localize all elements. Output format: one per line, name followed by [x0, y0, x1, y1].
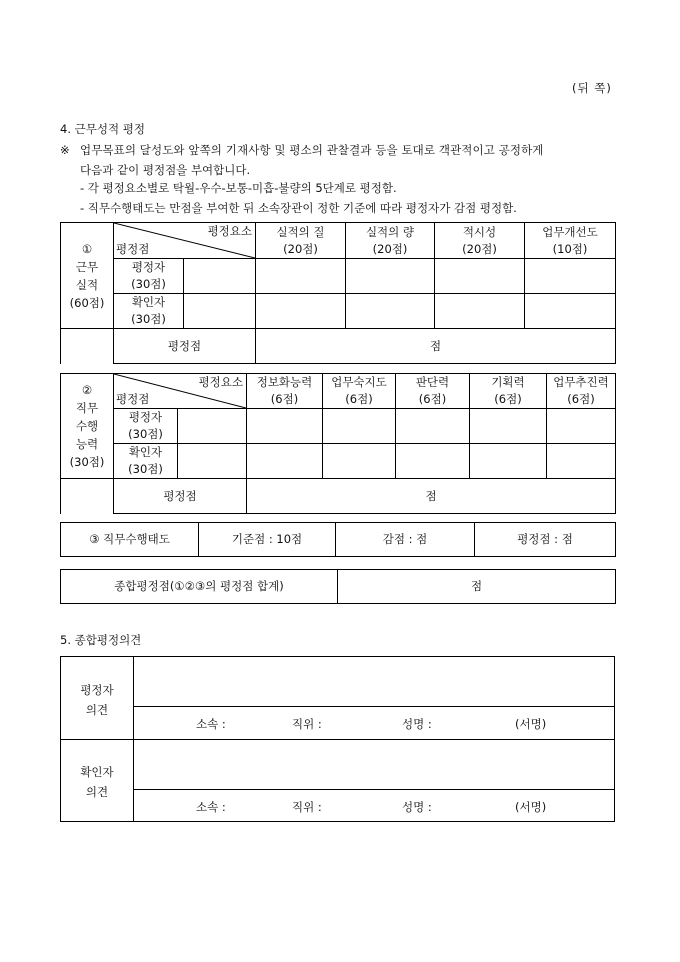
- rater-improvement-cell[interactable]: [525, 259, 616, 294]
- confirmer-label: 확인자 (30점): [114, 444, 178, 479]
- rater-planning-cell[interactable]: [470, 409, 547, 444]
- confirmer-planning-cell[interactable]: [470, 444, 547, 479]
- total-score-value[interactable]: 점: [338, 570, 616, 604]
- confirmer-opinion-input[interactable]: [134, 740, 614, 790]
- rater-total-cell[interactable]: [178, 409, 247, 444]
- col-header-planning: [470, 374, 547, 409]
- bullet-attitude: - 직무수행태도는 만점을 부여한 뒤 소속장관이 정한 기준에 따라 평정자가 감점 평정함.: [80, 201, 517, 215]
- note-mark: ※: [60, 143, 70, 157]
- rater-opinion-input[interactable]: [134, 657, 614, 707]
- job-attitude-table: [60, 522, 616, 557]
- col-name: 업무추진력: [553, 375, 609, 389]
- col-score: (20점): [283, 241, 318, 256]
- total-score-label: 종합평정점(①②③의 평정점 합계): [61, 570, 338, 604]
- confirmer-judgment-cell[interactable]: [396, 444, 470, 479]
- rater-total-cell[interactable]: [184, 259, 256, 294]
- col-header-judgment: [396, 374, 470, 409]
- col-score: (6점): [494, 392, 522, 406]
- rater-opinion-area: [133, 657, 614, 739]
- attitude-label: ③ 직무수행태도: [61, 523, 199, 557]
- work-performance-group-label: ① 근무 실적 (60점): [61, 223, 114, 329]
- score-value[interactable]: 점: [247, 479, 616, 514]
- rater-drive-cell[interactable]: [547, 409, 616, 444]
- col-header-job-knowledge: [323, 374, 396, 409]
- col-name: 적시성: [462, 224, 497, 239]
- col-score: (6점): [567, 392, 595, 406]
- confirmer-job-knowledge-cell[interactable]: [323, 444, 396, 479]
- rater-opinion-label: 평정자 의견: [80, 683, 114, 717]
- confirmer-quality-cell[interactable]: [256, 294, 346, 329]
- col-header-quantity: [346, 223, 435, 259]
- section4-title: 4. 근무성적 평정: [60, 122, 145, 136]
- confirmer-name: 성명 :: [402, 800, 432, 814]
- confirmer-opinion-label: 확인자 의견: [80, 765, 114, 799]
- score-label: 평정점: [114, 479, 247, 514]
- attitude-base-score: 기준점 : 10점: [199, 523, 336, 557]
- back-side-label: (뒤 쪽): [572, 81, 612, 95]
- col-name: 실적의 질: [276, 224, 325, 239]
- rater-quality-cell[interactable]: [256, 259, 346, 294]
- rater-job-knowledge-cell[interactable]: [323, 409, 396, 444]
- confirmer-opinion-area: [133, 740, 614, 822]
- diag-label-element: 평정요소: [207, 224, 252, 238]
- confirmer-drive-cell[interactable]: [547, 444, 616, 479]
- diagonal-header-cell: [114, 374, 247, 409]
- col-header-drive: [547, 374, 616, 409]
- col-name: 실적의 량: [365, 224, 415, 239]
- job-ability-table: [60, 373, 616, 514]
- col-header-it-skill: [247, 374, 323, 409]
- col-name: 업무숙지도: [331, 375, 387, 389]
- col-name: 정보화능력: [256, 375, 313, 389]
- confirmer-total-cell[interactable]: [178, 444, 247, 479]
- rater-name: 성명 :: [402, 717, 432, 731]
- attitude-score[interactable]: 평정점 : 점: [475, 523, 616, 557]
- diag-label-score: 평정점: [116, 242, 150, 256]
- rater-quantity-cell[interactable]: [346, 259, 435, 294]
- attitude-deduction[interactable]: 감점 : 점: [336, 523, 475, 557]
- col-name: 판단력: [415, 375, 450, 389]
- col-score: (6점): [418, 392, 447, 406]
- confirmer-affiliation: 소속 :: [196, 800, 226, 814]
- overall-opinion-box: [60, 656, 615, 822]
- spacer-cell: [61, 479, 114, 514]
- confirmer-quantity-cell[interactable]: [346, 294, 435, 329]
- score-value[interactable]: 점: [256, 329, 616, 364]
- confirmer-timeliness-cell[interactable]: [435, 294, 525, 329]
- rater-judgment-cell[interactable]: [396, 409, 470, 444]
- diag-label-element: 평정요소: [198, 375, 243, 389]
- diagonal-header-cell: [114, 223, 256, 259]
- col-score: (20점): [462, 241, 497, 256]
- rater-timeliness-cell[interactable]: [435, 259, 525, 294]
- col-name: 기획력: [491, 375, 525, 389]
- col-header-quality: [256, 223, 346, 259]
- diag-label-score: 평정점: [116, 392, 150, 406]
- confirmer-total-cell[interactable]: [184, 294, 256, 329]
- rater-sign[interactable]: (서명): [515, 717, 547, 731]
- job-ability-group-label: ② 직무 수행 능력 (30점): [61, 374, 114, 479]
- section5-title: 5. 종합평정의견: [60, 633, 142, 647]
- rater-affiliation: 소속 :: [196, 717, 226, 731]
- total-score-table: [60, 569, 616, 604]
- rater-label: 평정자 (30점): [114, 409, 178, 444]
- confirmer-improvement-cell[interactable]: [525, 294, 616, 329]
- rater-label: 평정자 (30점): [114, 259, 184, 294]
- work-performance-table: [60, 222, 616, 364]
- col-score: (6점): [270, 392, 299, 406]
- col-name: 업무개선도: [542, 224, 598, 239]
- col-score: (20점): [372, 241, 408, 256]
- confirmer-label: 확인자 (30점): [114, 294, 184, 329]
- col-header-improvement: [525, 223, 616, 259]
- col-header-timeliness: [435, 223, 525, 259]
- confirmer-sign[interactable]: (서명): [515, 800, 547, 814]
- confirmer-it-skill-cell[interactable]: [247, 444, 323, 479]
- rater-position: 직위 :: [292, 717, 322, 731]
- spacer-cell: [61, 329, 114, 364]
- col-score: (10점): [552, 241, 588, 256]
- score-label: 평정점: [114, 329, 256, 364]
- note-line1: 업무목표의 달성도와 앞쪽의 기재사항 및 평소의 관찰결과 등을 토대로 객관적이고 공정하게: [80, 143, 544, 157]
- note-line2: 다음과 같이 평정점을 부여합니다.: [80, 163, 251, 177]
- rater-it-skill-cell[interactable]: [247, 409, 323, 444]
- col-score: (6점): [345, 392, 373, 406]
- confirmer-position: 직위 :: [292, 800, 322, 814]
- bullet-five-levels: - 각 평정요소별로 탁월-우수-보통-미흡-불량의 5단계로 평정함.: [80, 181, 397, 195]
